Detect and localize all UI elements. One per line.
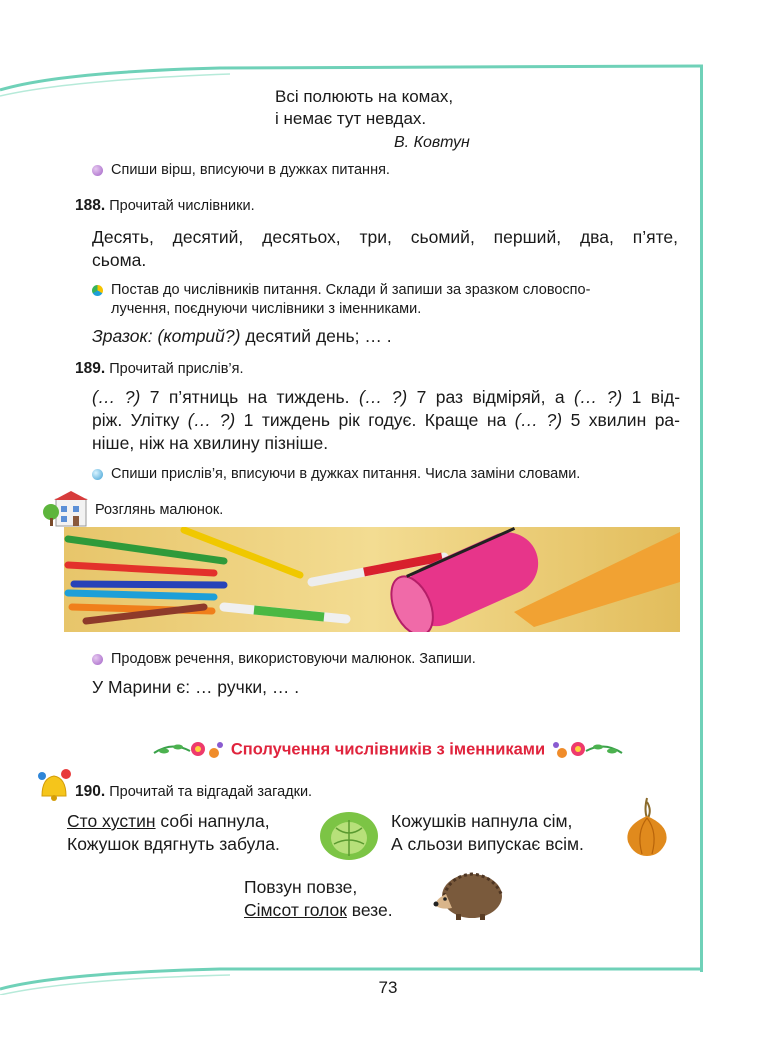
riddle-1: Сто хустин собі напнула, Кожушок вдягнуть забула. (67, 811, 280, 854)
ex188-sample: Зразок: (котрий?) десятий день; … . (92, 326, 392, 346)
bullet-icon (92, 285, 103, 296)
ex188-text-2: сьома. (92, 250, 147, 270)
bullet-icon (92, 165, 103, 176)
exercise-instruction: Прочитай прислів’я. (109, 361, 244, 377)
exercise-188-header (75, 196, 255, 216)
ex188-task: Постав до числівників питання. Склади й запиши за зразком словоспо- лучення, поєднуючи числівники з іменниками. (92, 281, 682, 319)
school-supplies-picture (64, 527, 680, 632)
continue-text: У Марини є: … ручки, … . (92, 677, 300, 697)
exercise-number: 189. (75, 360, 106, 377)
exercise-instruction: Прочитай числівники. (109, 198, 255, 214)
hedgehog-icon (430, 866, 504, 922)
flower-ornament-icon (152, 737, 226, 763)
ex188-text-1: Десять, десятий, десятьох, три, сьомий, перший, два, п’яте, (92, 227, 678, 247)
exercise-190-header (75, 782, 312, 802)
riddle-2: Кожушків напнула сім, А сльози випускає всім. (391, 811, 584, 854)
poem-line-1: Всі полюють на комах, (275, 87, 454, 106)
poem (275, 86, 453, 130)
picture-task: Розглянь малюнок. (95, 502, 224, 518)
exercise-189-header (75, 359, 244, 379)
exercise-instruction: Прочитай та відгадай загадки. (109, 784, 313, 800)
task-poem: Спиши вірш, вписуючи в дужках питання. (92, 161, 390, 180)
poem-author: В. Ковтун (394, 134, 470, 151)
exercise-number: 188. (75, 197, 106, 214)
bullet-icon (92, 469, 103, 480)
page-number: 73 (378, 978, 398, 997)
onion-icon (622, 796, 672, 858)
ex189-task: Спиши прислів’я, вписуючи в дужках питання. Числа заміни словами. (92, 465, 580, 484)
flower-ornament-icon (550, 737, 624, 763)
cabbage-icon (318, 808, 380, 862)
ex189-proverbs: (… ?) 7 п’ятниць на тиждень. (… ?) 7 раз відміряй, а (… ?) 1 від- ріж. Улітку (… ?) 1 тиждень рік годує. Краще на (… ?) 5 хвилин ра- ніше, ніж на хвилину пізніше. (92, 387, 681, 453)
continue-task: Продовж речення, використовуючи малюнок. Запиши. (92, 650, 476, 669)
section-heading: Сполучення числівників з іменниками (0, 737, 776, 763)
bell-icon (34, 768, 76, 806)
exercise-number: 190. (75, 783, 106, 800)
bullet-icon (92, 654, 103, 665)
house-icon (42, 490, 88, 528)
poem-line-2: і немає тут невдах. (275, 109, 427, 128)
page-frame-right (700, 66, 703, 972)
riddle-3: Повзун повзе, Сімсот голок везе. (244, 877, 393, 920)
